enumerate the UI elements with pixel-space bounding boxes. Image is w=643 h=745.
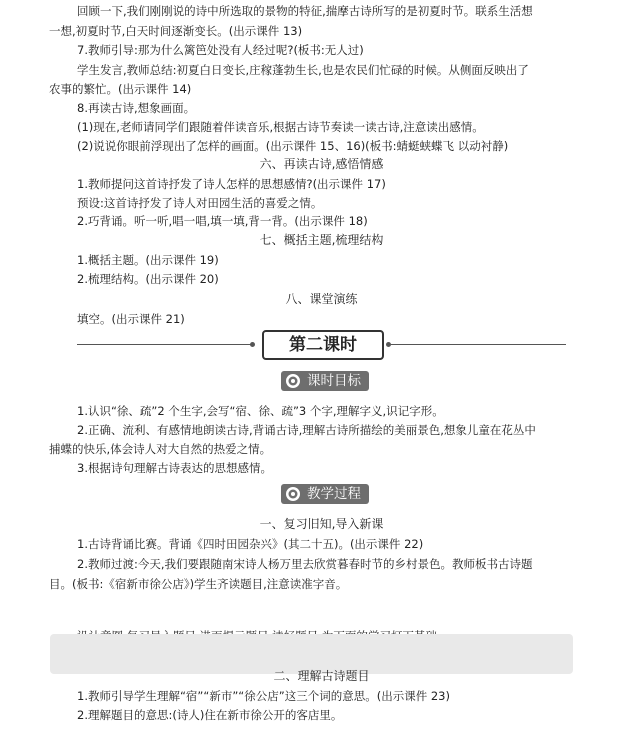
paragraph-line: 1.教师引导学生理解“宿”“新市”“徐公店”这三个词的意思。(出示课件 23): [77, 689, 450, 703]
section-heading: 八、课堂演练: [285, 292, 358, 306]
section-tag-process: [281, 484, 369, 504]
divider-left: [77, 344, 252, 345]
paragraph-line: 1.教师提问这首诗抒发了诗人怎样的思想感情?(出示课件 17): [77, 177, 386, 191]
target-icon: [285, 373, 301, 389]
paragraph-line: (2)说说你眼前浮现出了怎样的画面。(出示课件 15、16)(板书:蜻蜓蛱蝶飞 以动衬静): [77, 139, 509, 153]
paragraph-line: 预设:这首诗抒发了诗人对田园生活的喜爱之情。: [77, 196, 323, 210]
paragraph-line: 填空。(出示课件 21): [77, 312, 185, 326]
section-heading: 一、复习旧知,导入新课: [259, 517, 384, 531]
paragraph-line: 2.巧背诵。听一听,唱一唱,填一填,背一背。(出示课件 18): [77, 214, 368, 228]
paragraph-line: 2.梳理结构。(出示课件 20): [77, 272, 219, 286]
paragraph-line: 3.根据诗句理解古诗表达的思想感情。: [77, 461, 272, 475]
paragraph-line: 1.概括主题。(出示课件 19): [77, 253, 219, 267]
paragraph-line: 回顾一下,我们刚刚说的诗中所选取的景物的特征,揣摩古诗所写的是初夏时节。联系生活想: [77, 4, 533, 18]
paragraph-line: 2.理解题目的意思:(诗人)住在新市徐公开的客店里。: [77, 708, 343, 722]
divider-right: [391, 344, 566, 345]
paragraph-line: 一想,初夏时节,白天时间逐渐变长。(出示课件 13): [49, 24, 303, 38]
paragraph-line: 目。(板书:《宿新市徐公店》)学生齐读题目,注意读准字音。: [49, 577, 348, 591]
divider-dot: [250, 342, 255, 347]
paragraph-line: 1.古诗背诵比赛。背诵《四时田园杂兴》(其二十五)。(出示课件 22): [77, 537, 424, 551]
section-heading: 六、再读古诗,感悟情感: [259, 157, 384, 171]
lesson-title: 第二课时: [262, 330, 384, 360]
paragraph-line: 捕蝶的快乐,体会诗人对大自然的热爱之情。: [49, 442, 272, 456]
paragraph-line: 农事的繁忙。(出示课件 14): [49, 82, 192, 96]
section-tag-goals: [281, 371, 369, 391]
section-tag-label: 教学过程: [307, 486, 361, 502]
paragraph-line: 1.认识“徐、疏”2 个生字,会写“宿、徐、疏”3 个字,理解字义,识记字形。: [77, 404, 444, 418]
paragraph-line: 2.教师过渡:今天,我们要跟随南宋诗人杨万里去欣赏暮春时节的乡村景色。教师板书古诗题: [77, 557, 533, 571]
target-icon: [285, 486, 301, 502]
paragraph-line: (1)现在,老师请同学们跟随着伴读音乐,根据古诗节奏读一读古诗,注意读出感情。: [77, 120, 484, 134]
section-tag-label: 课时目标: [307, 373, 361, 389]
section-heading: 七、概括主题,梳理结构: [259, 233, 384, 247]
paragraph-line: 8.再读古诗,想象画面。: [77, 101, 196, 115]
section-heading: 二、理解古诗题目: [273, 669, 370, 683]
paragraph-line: 2.正确、流利、有感情地朗读古诗,背诵古诗,理解古诗所描绘的美丽景色,想象儿童在花丛中: [77, 423, 536, 437]
paragraph-line: 7.教师引导:那为什么篱笆处没有人经过呢?(板书:无人过): [77, 43, 364, 57]
paragraph-line: 学生发言,教师总结:初夏白日变长,庄稼蓬勃生长,也是农民们忙碌的时候。从侧面反映出了: [77, 63, 529, 77]
